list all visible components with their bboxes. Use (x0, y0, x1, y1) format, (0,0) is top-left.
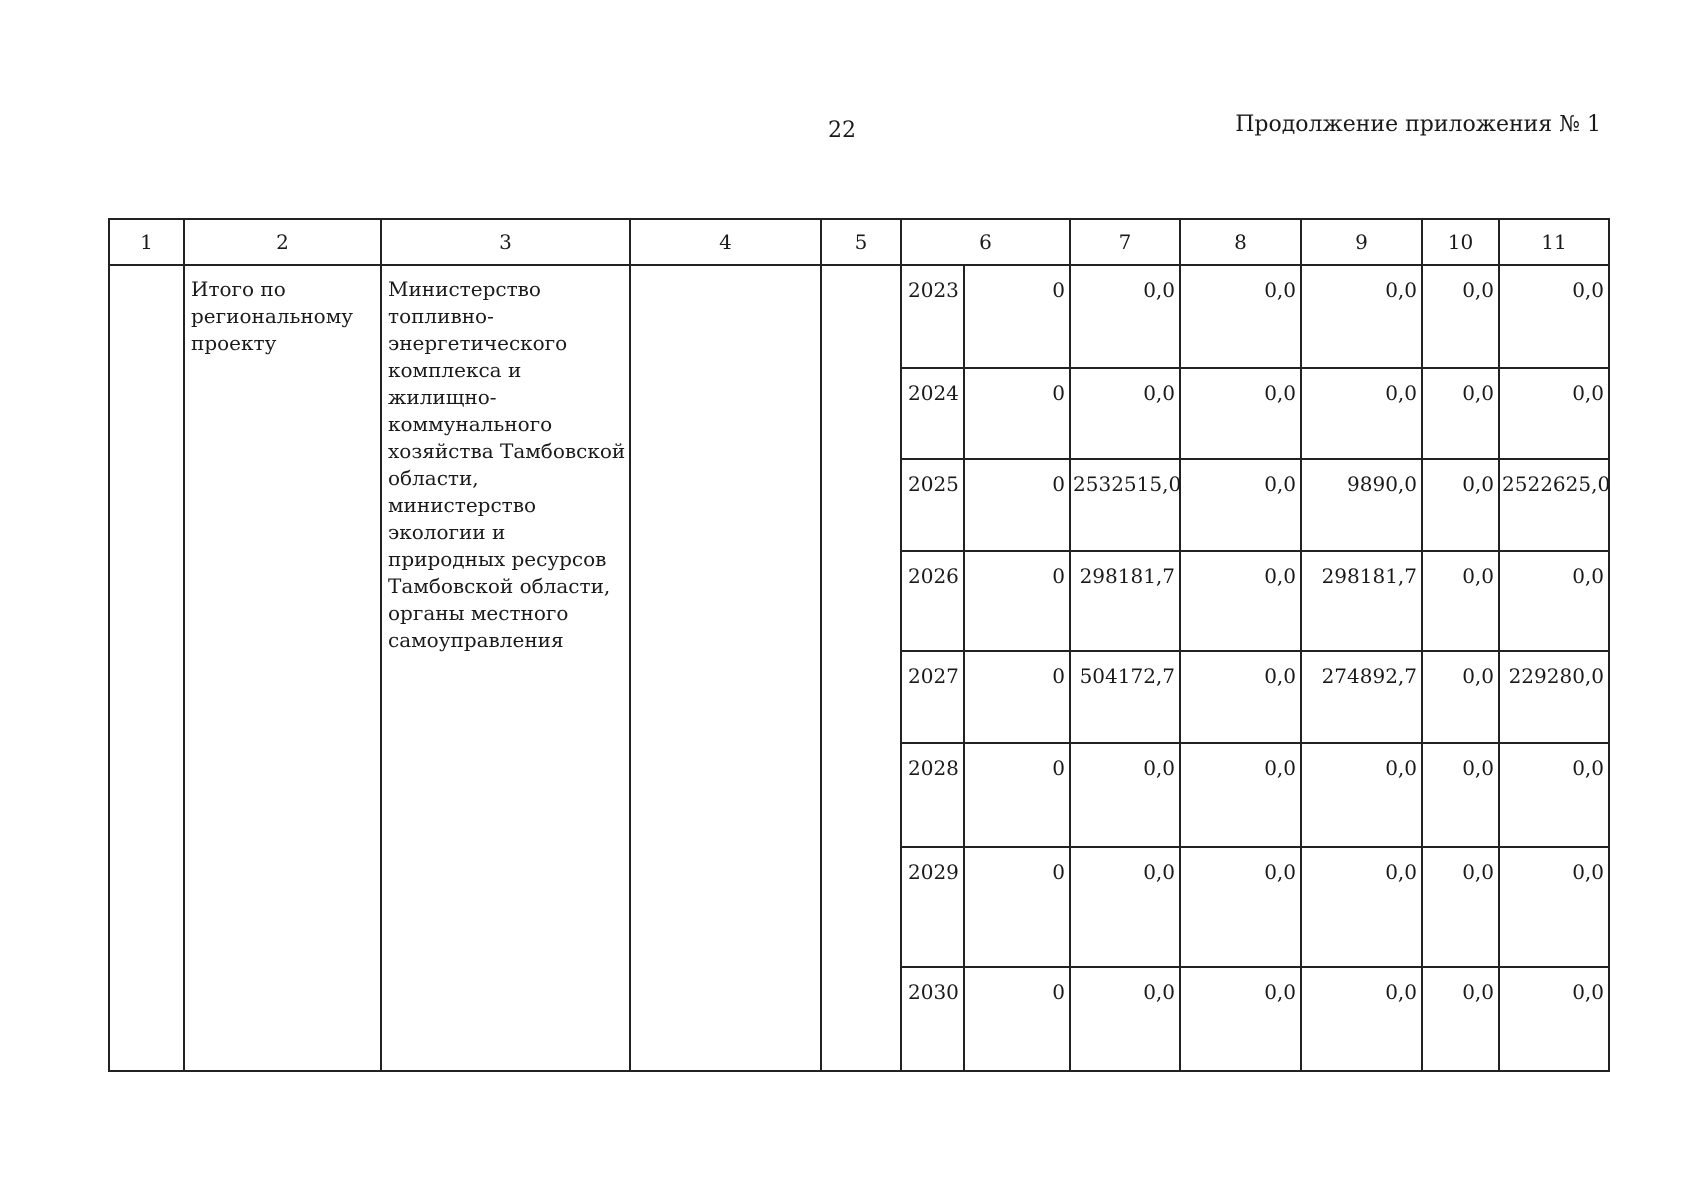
value-cell: 0 (964, 743, 1070, 847)
value-cell: 0,0 (1180, 651, 1301, 743)
value-cell: 0,0 (1422, 967, 1499, 1071)
value-cell: 0,0 (1070, 265, 1180, 368)
financing-table (108, 218, 1610, 1072)
year-cell: 2029 (901, 847, 964, 967)
column-number-header-row (109, 219, 1609, 265)
column-header: 9 (1301, 219, 1422, 265)
value-cell: 0,0 (1070, 967, 1180, 1071)
value-cell: 0,0 (1422, 459, 1499, 551)
value-cell: 0,0 (1422, 265, 1499, 368)
column-header: 4 (630, 219, 821, 265)
value-cell: 0 (964, 265, 1070, 368)
value-cell: 298181,7 (1070, 551, 1180, 651)
value-cell: 0,0 (1301, 265, 1422, 368)
column-header: 3 (381, 219, 630, 265)
value-cell: 0,0 (1301, 743, 1422, 847)
value-cell: 0,0 (1180, 743, 1301, 847)
responsible-executors-cell (381, 265, 630, 1071)
col1-cell (109, 265, 184, 1071)
column-header: 11 (1499, 219, 1609, 265)
project-total-cell (184, 265, 381, 1071)
value-cell: 0 (964, 651, 1070, 743)
value-cell: 0,0 (1422, 551, 1499, 651)
project-total-label: Итого по региональному проекту (191, 277, 354, 355)
column-header: 8 (1180, 219, 1301, 265)
responsible-executors-text: Министерство топливно-энергетического комплекса и жилищно-коммунального хозяйства Тамбовской области, министерство экологии и природных ресурсов Тамбовской области, органы местного самоуправления (388, 277, 626, 652)
column-header: 5 (821, 219, 901, 265)
value-cell: 274892,7 (1301, 651, 1422, 743)
year-cell: 2026 (901, 551, 964, 651)
value-cell: 298181,7 (1301, 551, 1422, 651)
value-cell: 0,0 (1180, 459, 1301, 551)
value-cell: 0,0 (1180, 967, 1301, 1071)
year-cell: 2030 (901, 967, 964, 1071)
col4-cell (630, 265, 821, 1071)
value-cell: 0,0 (1422, 743, 1499, 847)
value-cell: 0,0 (1301, 847, 1422, 967)
value-cell: 0 (964, 847, 1070, 967)
value-cell: 0,0 (1422, 847, 1499, 967)
value-cell: 0,0 (1422, 368, 1499, 459)
column-header: 2 (184, 219, 381, 265)
page-number: 22 (828, 118, 856, 143)
value-cell: 0,0 (1180, 551, 1301, 651)
value-cell: 229280,0 (1499, 651, 1609, 743)
value-cell: 0,0 (1499, 967, 1609, 1071)
value-cell: 0,0 (1499, 847, 1609, 967)
value-cell: 2532515,0 (1070, 459, 1180, 551)
column-header: 1 (109, 219, 184, 265)
column-header: 10 (1422, 219, 1499, 265)
value-cell: 0 (964, 967, 1070, 1071)
year-cell: 2023 (901, 265, 964, 368)
value-cell: 0,0 (1180, 265, 1301, 368)
table-row (109, 265, 1609, 368)
column-header: 6 (901, 219, 1070, 265)
year-cell: 2025 (901, 459, 964, 551)
value-cell: 0,0 (1301, 368, 1422, 459)
value-cell: 0,0 (1499, 368, 1609, 459)
year-cell: 2024 (901, 368, 964, 459)
value-cell: 0,0 (1180, 847, 1301, 967)
value-cell: 0 (964, 368, 1070, 459)
value-cell: 0,0 (1422, 651, 1499, 743)
value-cell: 0,0 (1070, 847, 1180, 967)
col5-cell (821, 265, 901, 1071)
appendix-continuation-note: Продолжение приложения № 1 (1235, 112, 1601, 137)
value-cell: 0,0 (1499, 265, 1609, 368)
year-cell: 2028 (901, 743, 964, 847)
value-cell: 0 (964, 551, 1070, 651)
value-cell: 0,0 (1070, 743, 1180, 847)
value-cell: 9890,0 (1301, 459, 1422, 551)
value-cell: 0,0 (1301, 967, 1422, 1071)
value-cell: 0,0 (1070, 368, 1180, 459)
column-header: 7 (1070, 219, 1180, 265)
value-cell: 2522625,0 (1499, 459, 1609, 551)
year-cell: 2027 (901, 651, 964, 743)
value-cell: 0,0 (1499, 551, 1609, 651)
value-cell: 0 (964, 459, 1070, 551)
value-cell: 0,0 (1499, 743, 1609, 847)
value-cell: 0,0 (1180, 368, 1301, 459)
value-cell: 504172,7 (1070, 651, 1180, 743)
